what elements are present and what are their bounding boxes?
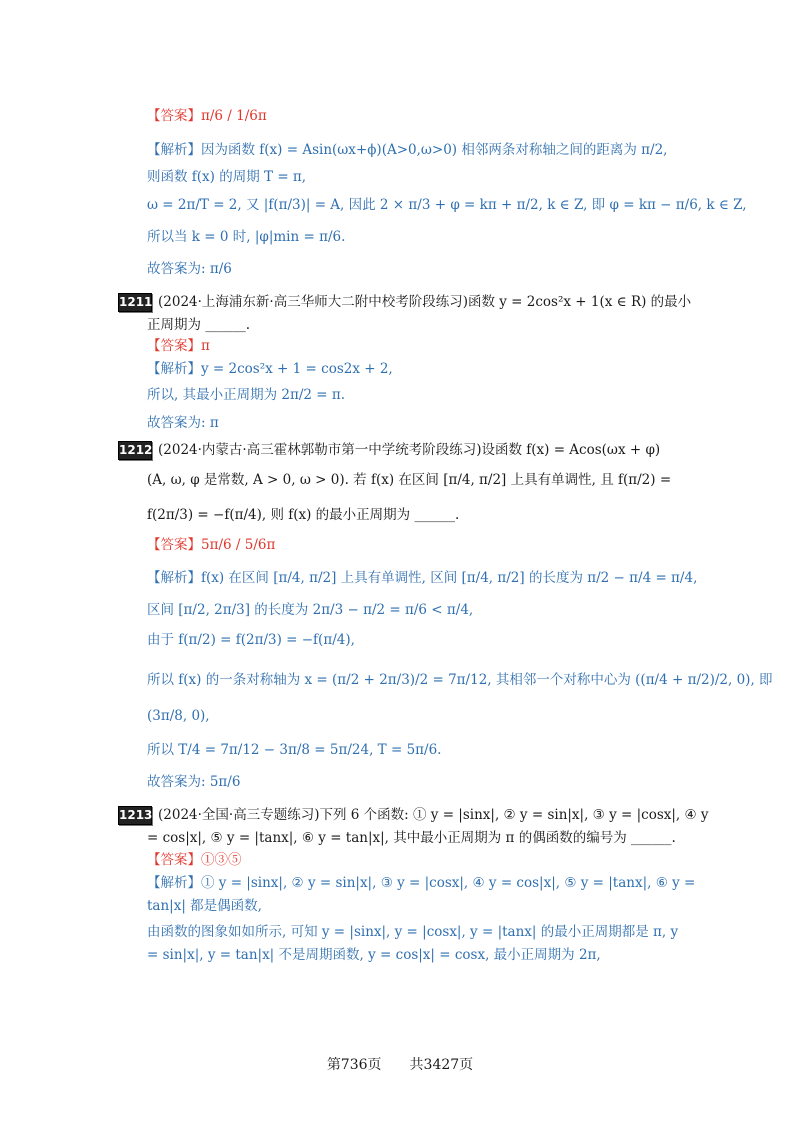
page-footer: 第736页 共3427页 — [326, 1057, 474, 1073]
answer-tag: 【答案】 — [147, 852, 201, 868]
question-stem: = cos|x|, ⑤ y = |tanx|, ⑥ y = tan|x|, 其中最小正周期为 π 的偶函数的编号为 ______. — [147, 830, 676, 846]
answer-tag: 【答案】 — [147, 537, 201, 553]
answer-tag: 【答案】 — [147, 338, 201, 354]
answer-value: π — [201, 338, 210, 354]
analysis-line: 【解析】因为函数 f(x) = Asin(ωx+ϕ)(A>0,ω>0) 相邻两条对称轴之间的距离为 π/2, — [147, 142, 668, 158]
analysis-tag: 【解析】 — [147, 142, 201, 158]
analysis-line: tan|x| 都是偶函数, — [147, 898, 262, 914]
question-stem: (2024·全国·高三专题练习)下列 6 个函数: ① y = |sinx|, ② y = sin|x|, ③ y = |cosx|, ④ y — [158, 807, 709, 823]
question-number-badge: 1212 — [118, 441, 152, 460]
question-stem: f(2π/3) = −f(π/4), 则 f(x) 的最小正周期为 ______. — [147, 507, 460, 523]
analysis-line: 所以 f(x) 的一条对称轴为 x = (π/2 + 2π/3)/2 = 7π/12, 其相邻一个对称中心为 ((π/4 + π/2)/2, 0), 即 — [147, 672, 773, 688]
analysis-line: 故答案为: 5π/6 — [147, 774, 241, 790]
answer-value: π/6 / 1/6π — [201, 108, 267, 124]
analysis-line: 【解析】f(x) 在区间 [π/4, π/2] 上具有单调性, 区间 [π/4, π/2] 的长度为 π/2 − π/4 = π/4, — [147, 570, 698, 586]
analysis-tag: 【解析】 — [147, 875, 201, 891]
analysis-line: 所以 T/4 = 7π/12 − 3π/8 = 5π/24, T = 5π/6. — [147, 742, 442, 758]
question-stem: 正周期为 ______. — [147, 317, 251, 333]
analysis-line: (3π/8, 0), — [147, 708, 210, 724]
analysis-line: 则函数 f(x) 的周期 T = π, — [147, 169, 307, 185]
answer-value: ①③⑤ — [201, 852, 242, 868]
analysis-line: 由于 f(π/2) = f(2π/3) = −f(π/4), — [147, 632, 355, 648]
answer-line-1210 — [147, 106, 267, 126]
analysis-line: 所以当 k = 0 时, |φ|min = π/6. — [147, 229, 346, 245]
question-stem: (2024·内蒙古·高三霍林郭勒市第一中学统考阶段练习)设函数 f(x) = Acos(ωx + φ) — [158, 442, 661, 458]
analysis-tag: 【解析】 — [147, 361, 201, 377]
analysis-line: 故答案为: π/6 — [147, 261, 232, 277]
analysis-line: 【解析】y = 2cos²x + 1 = cos2x + 2, — [147, 361, 393, 377]
answer-line-1213 — [147, 850, 242, 870]
analysis-tag: 【解析】 — [147, 570, 201, 586]
analysis-line: 【解析】① y = |sinx|, ② y = sin|x|, ③ y = |cosx|, ④ y = cos|x|, ⑤ y = |tanx|, ⑥ y = — [147, 875, 696, 891]
answer-line-1212 — [147, 535, 275, 555]
analysis-line: ω = 2π/T = 2, 又 |f(π/3)| = A, 因此 2 × π/3 + φ = kπ + π/2, k ∈ Z, 即 φ = kπ − π/6, k ∈ Z, — [147, 197, 747, 213]
analysis-line: 所以, 其最小正周期为 2π/2 = π. — [147, 387, 346, 403]
analysis-line: 由函数的图象如如所示, 可知 y = |sinx|, y = |cosx|, y = |tanx| 的最小正周期都是 π, y — [147, 924, 679, 940]
question-number-badge: 1213 — [118, 806, 152, 825]
answer-line-1211 — [147, 336, 210, 356]
analysis-line: = sin|x|, y = tan|x| 不是周期函数, y = cos|x| = cosx, 最小正周期为 2π, — [147, 947, 601, 963]
question-stem: (A, ω, φ 是常数, A > 0, ω > 0). 若 f(x) 在区间 [π/4, π/2] 上具有单调性, 且 f(π/2) = — [147, 472, 672, 488]
question-stem: (2024·上海浦东新·高三华师大二附中校考阶段练习)函数 y = 2cos²x + 1(x ∈ R) 的最小 — [158, 294, 692, 310]
analysis-line: 区间 [π/2, 2π/3] 的长度为 2π/3 − π/2 = π/6 < π/4, — [147, 602, 474, 618]
analysis-line: 故答案为: π — [147, 415, 219, 431]
question-number-badge: 1211 — [118, 293, 152, 312]
answer-value: 5π/6 / 5/6π — [201, 537, 276, 553]
answer-tag: 【答案】 — [147, 108, 201, 124]
